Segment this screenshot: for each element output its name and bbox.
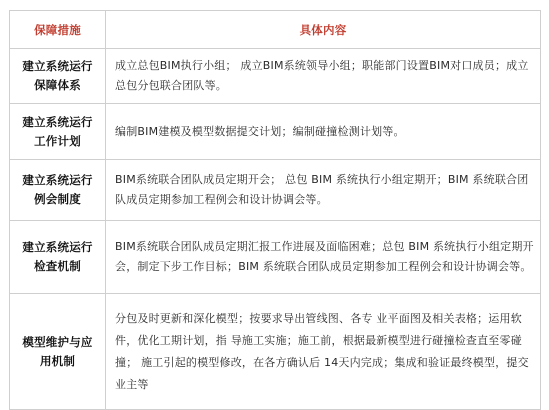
measure-line: 建立系统运行: [22, 173, 93, 187]
measure-line: 建立系统运行: [22, 59, 93, 73]
table-header-row: [10, 11, 541, 49]
measure-cell: [10, 49, 106, 104]
content-cell: 编制BIM建模及模型数据提交计划；编制碰撞检测计划等。: [106, 104, 541, 160]
measure-line: 用机制: [39, 353, 76, 368]
measure-line: 检查机制: [34, 259, 81, 273]
measures-table: [9, 10, 541, 410]
table-row: [10, 160, 541, 221]
content-cell: BIM系统联合团队成员定期汇报工作进展及面临困难；总包 BIM 系统执行小组定期开会，制定下步工作目标；BIM 系统联合团队成员定期参加工程例会和设计协调会等。: [106, 221, 541, 294]
measure-line: 建立系统运行: [22, 114, 93, 129]
header-measure: 保障措施: [10, 11, 106, 49]
measure-cell: [10, 104, 106, 160]
measure-cell: [10, 160, 106, 221]
table-row: [10, 221, 541, 294]
measure-line: 工作计划: [34, 133, 81, 148]
table-row: [10, 104, 541, 160]
table-row: [10, 294, 541, 410]
header-content: 具体内容: [106, 11, 541, 49]
content-cell: BIM系统联合团队成员定期开会； 总包 BIM 系统执行小组定期开；BIM 系统联合团队成员定期参加工程例会和设计协调会等。: [106, 160, 541, 221]
content-cell: 分包及时更新和深化模型；按要求导出管线图、各专 业平面图及相关表格；运用软件，优化工期计划，指 导施工实施；施工前，根据最新模型进行碰撞检查直至零碰撞； 施工引起的模型修改，在各方确认后 14天内完成；集成和验证最终模型，提交业主等: [106, 294, 541, 410]
measure-line: 建立系统运行: [22, 240, 93, 254]
measure-line: 保障体系: [34, 78, 81, 92]
measure-line: 模型维护与应: [22, 334, 93, 349]
measure-line: 例会制度: [34, 192, 81, 206]
table-row: [10, 49, 541, 104]
content-cell: 成立总包BIM执行小组； 成立BIM系统领导小组；职能部门设置BIM对口成员；成立总包分包联合团队等。: [106, 49, 541, 104]
measures-table-container: [9, 10, 540, 394]
measure-cell: [10, 221, 106, 294]
measure-cell: [10, 294, 106, 410]
